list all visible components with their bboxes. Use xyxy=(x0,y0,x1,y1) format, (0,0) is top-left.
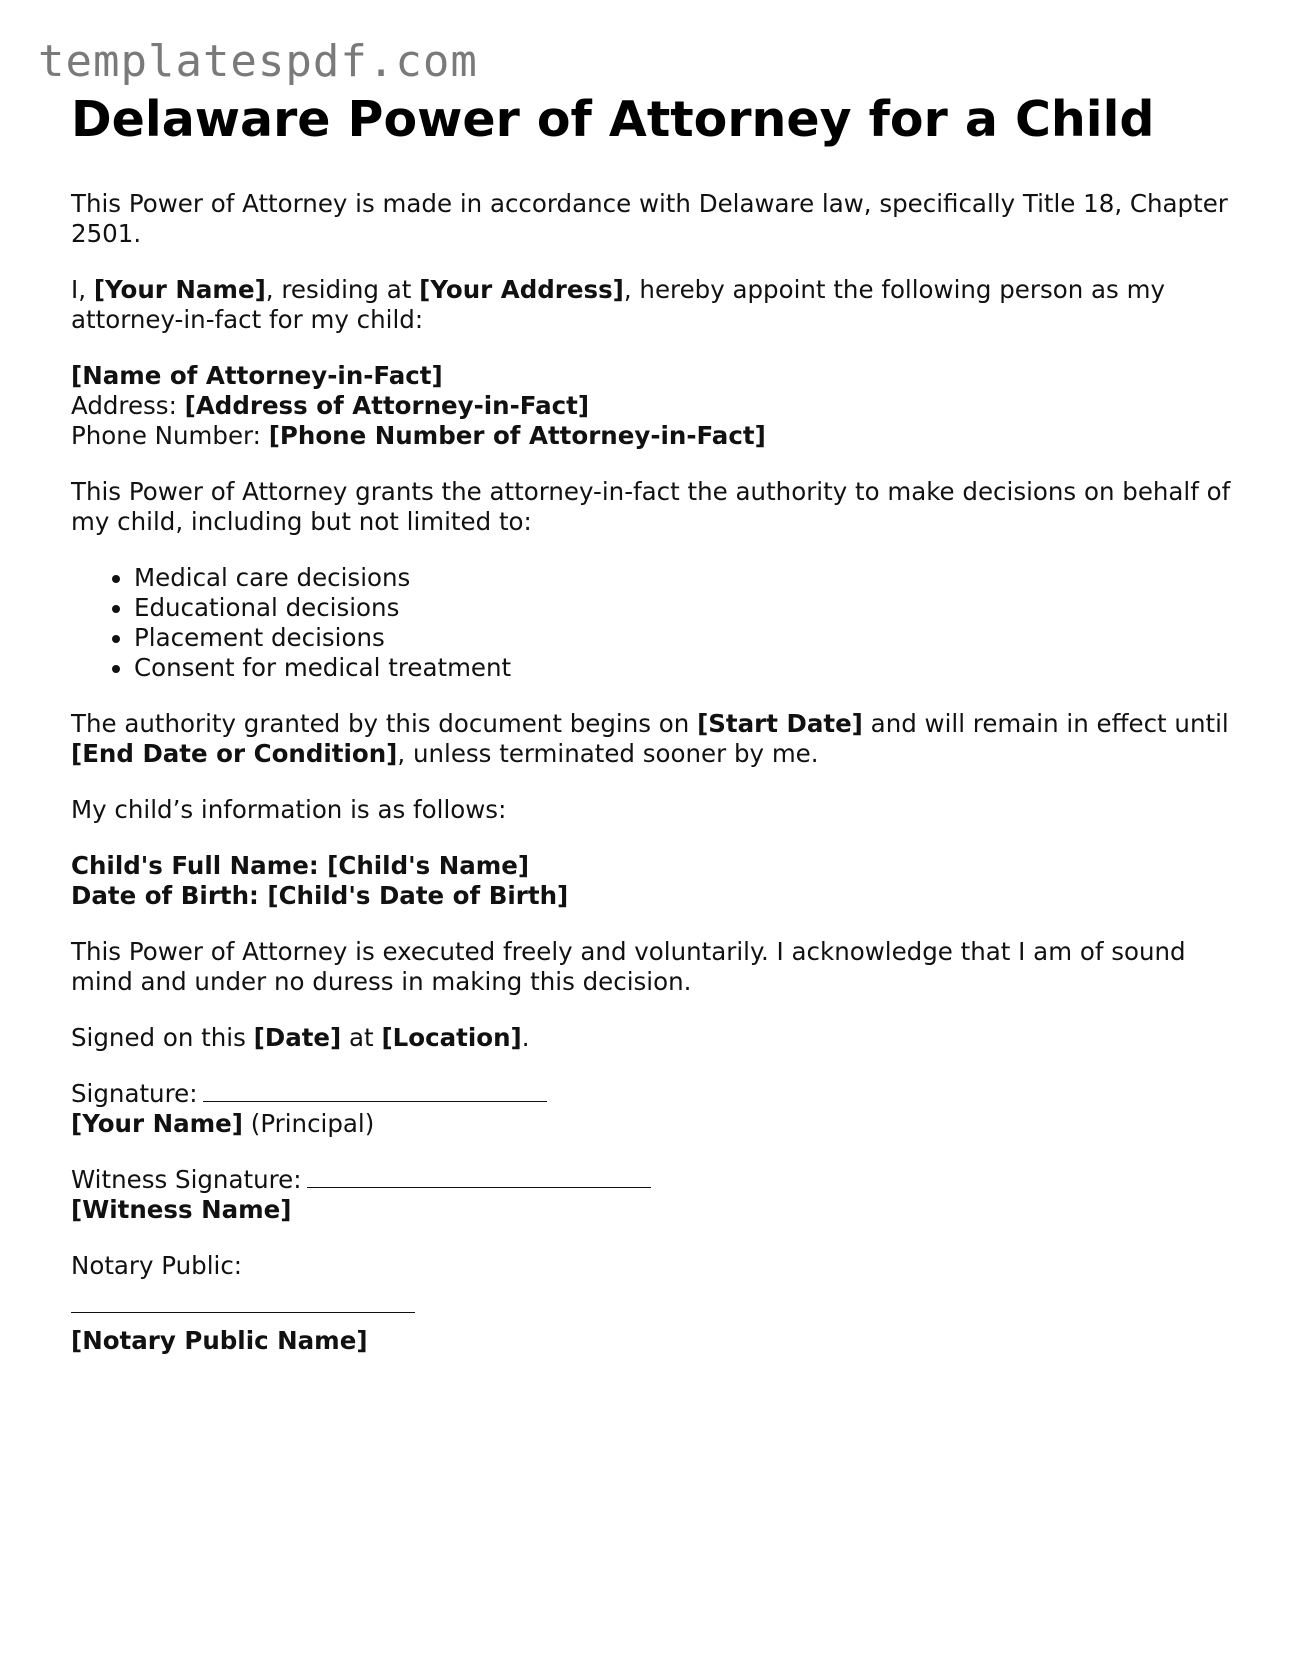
list-item: • Placement decisions xyxy=(134,623,1231,653)
attorney-phone: [Phone Number of Attorney-in-Fact] xyxy=(268,421,766,450)
date-placeholder: [Date] xyxy=(253,1023,342,1052)
witness-signature-label: Witness Signature: xyxy=(71,1165,302,1194)
watermark: templatespdf.com xyxy=(38,36,478,87)
child-info-block xyxy=(71,851,1231,911)
document-body xyxy=(71,90,1231,1356)
attorney-name: [Name of Attorney-in-Fact] xyxy=(71,361,443,390)
your-name-placeholder: [Your Name] xyxy=(93,275,266,304)
grants-paragraph: This Power of Attorney grants the attorney-in-fact the authority to make decisions on behalf of my child, including but not limited to: xyxy=(71,477,1231,536)
attorney-block: [Name of Attorney-in-Fact] Address: [Address of Attorney-in-Fact] Phone Number: [Phone Number of Attorney-in-Fact] xyxy=(71,361,766,450)
signed-paragraph: Signed on this [Date] at [Location]. xyxy=(71,1023,530,1052)
start-date-placeholder: [Start Date] xyxy=(697,709,863,738)
child-dob-line: Date of Birth: [Child's Date of Birth] xyxy=(71,881,569,910)
principal-role: (Principal) xyxy=(242,1109,375,1138)
principal-signature-block xyxy=(71,1079,1231,1139)
document-title: Delaware Power of Attorney for a Child xyxy=(71,91,1155,148)
signature-label: Signature: xyxy=(71,1079,198,1108)
voluntary-paragraph: This Power of Attorney is executed freely and voluntarily. I acknowledge that I am of sound mind and under no duress in making this decision. xyxy=(71,937,1186,996)
notary-label: Notary Public: xyxy=(71,1251,243,1280)
list-item: • Medical care decisions xyxy=(134,563,1231,593)
appointment-paragraph: I, [Your Name], residing at [Your Address], hereby appoint the following person as my attorney-in-fact for my child: xyxy=(71,275,1165,334)
notary-signature-line xyxy=(71,1311,415,1313)
intro-paragraph: This Power of Attorney is made in accordance with Delaware law, specifically Title 18, Chapter 2501. xyxy=(71,189,1228,248)
principal-name: [Your Name] xyxy=(71,1109,243,1138)
location-placeholder: [Location] xyxy=(381,1023,522,1052)
end-date-placeholder: [End Date or Condition] xyxy=(71,739,398,768)
witness-name: [Witness Name] xyxy=(71,1195,292,1224)
list-item: • Consent for medical treatment xyxy=(134,653,1231,683)
list-item: • Educational decisions xyxy=(134,593,1231,623)
attorney-address: [Address of Attorney-in-Fact] xyxy=(184,391,590,420)
child-name-line: Child's Full Name: [Child's Name] xyxy=(71,851,530,880)
witness-signature-line xyxy=(307,1186,651,1188)
signature-line xyxy=(203,1100,547,1102)
notary-name: [Notary Public Name] xyxy=(71,1326,368,1355)
your-address-placeholder: [Your Address] xyxy=(419,275,624,304)
notary-block xyxy=(71,1251,1231,1356)
duration-paragraph: The authority granted by this document begins on [Start Date] and will remain in effect until [End Date or Condition], unless terminated sooner by me. xyxy=(71,709,1229,768)
child-info-intro: My child’s information is as follows: xyxy=(71,795,507,824)
powers-list xyxy=(71,563,1231,683)
witness-signature-block xyxy=(71,1165,1231,1225)
